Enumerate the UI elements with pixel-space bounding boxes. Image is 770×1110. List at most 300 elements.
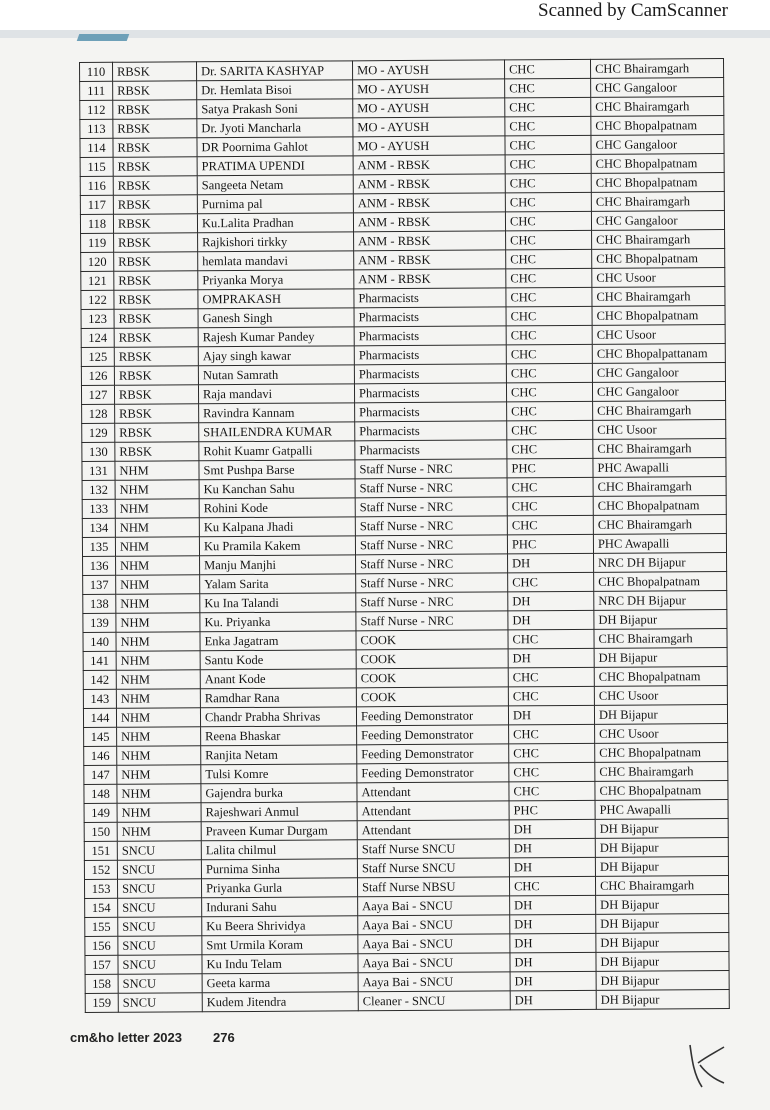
serial-number-cell: 121 <box>81 271 114 290</box>
posting-location-cell: CHC Bhopalpatnam <box>591 116 724 136</box>
program-cell: NHM <box>115 518 199 538</box>
facility-type-cell: DH <box>510 914 596 934</box>
posting-location-cell: CHC Bhairamgarh <box>595 876 728 896</box>
facility-type-cell: CHC <box>506 230 592 250</box>
posting-location-cell: PHC Awapalli <box>593 458 726 478</box>
posting-location-cell: CHC Usoor <box>594 686 727 706</box>
program-cell: RBSK <box>114 309 198 329</box>
designation-cell: Staff Nurse - NRC <box>355 497 507 517</box>
program-cell: SNCU <box>117 879 201 899</box>
program-cell: RBSK <box>113 119 197 139</box>
designation-cell: Staff Nurse - NRC <box>355 516 507 536</box>
serial-number-cell: 147 <box>84 765 117 784</box>
posting-location-cell: CHC Bhairamgarh <box>593 439 726 459</box>
designation-cell: COOK <box>356 649 508 669</box>
facility-type-cell: PHC <box>507 534 593 554</box>
program-cell: NHM <box>116 575 200 595</box>
posting-location-cell: CHC Gangaloor <box>591 135 724 155</box>
staff-name-cell: Manju Manjhi <box>200 555 356 575</box>
posting-location-cell: CHC Bhairamgarh <box>594 629 727 649</box>
posting-location-cell: CHC Usoor <box>593 420 726 440</box>
posting-location-cell: CHC Bhairamgarh <box>593 401 726 421</box>
facility-type-cell: CHC <box>505 97 591 117</box>
staff-name-cell: SHAILENDRA KUMAR <box>199 422 355 442</box>
serial-number-cell: 156 <box>85 936 118 955</box>
serial-number-cell: 153 <box>84 879 117 898</box>
page-number: 276 <box>213 1030 235 1045</box>
designation-cell: Staff Nurse NBSU <box>357 877 509 897</box>
staff-name-cell: Kudem Jitendra <box>202 992 358 1012</box>
facility-type-cell: CHC <box>507 496 593 516</box>
staff-name-cell: Gajendra burka <box>201 783 357 803</box>
posting-location-cell: CHC Bhopalpattanam <box>592 344 725 364</box>
posting-location-cell: CHC Bhopalpatnam <box>591 154 724 174</box>
staff-name-cell: Reena Bhaskar <box>201 726 357 746</box>
staff-name-cell: Rohini Kode <box>199 498 355 518</box>
serial-number-cell: 149 <box>84 803 117 822</box>
program-cell: NHM <box>116 670 200 690</box>
staff-name-cell: Sangeeta Netam <box>197 175 353 195</box>
program-cell: SNCU <box>118 993 202 1013</box>
facility-type-cell: DH <box>510 990 596 1010</box>
designation-cell: Pharmacists <box>355 421 507 441</box>
staff-name-cell: Ganesh Singh <box>198 308 354 328</box>
program-cell: NHM <box>116 651 200 671</box>
posting-location-cell: CHC Bhairamgarh <box>595 762 728 782</box>
posting-location-cell: CHC Usoor <box>592 268 725 288</box>
serial-number-cell: 119 <box>81 233 114 252</box>
designation-cell: ANM - RBSK <box>353 155 505 175</box>
posting-location-cell: CHC Bhopalpatnam <box>592 249 725 269</box>
facility-type-cell: CHC <box>509 724 595 744</box>
program-cell: SNCU <box>117 841 201 861</box>
posting-location-cell: CHC Usoor <box>595 724 728 744</box>
facility-type-cell: CHC <box>506 287 592 307</box>
designation-cell: Aaya Bai - SNCU <box>358 896 510 916</box>
designation-cell: ANM - RBSK <box>353 174 505 194</box>
posting-location-cell: CHC Gangaloor <box>592 363 725 383</box>
staff-name-cell: Rajkishori tirkky <box>198 232 354 252</box>
serial-number-cell: 114 <box>80 138 113 157</box>
program-cell: NHM <box>116 613 200 633</box>
posting-location-cell: CHC Bhopalpatnam <box>594 667 727 687</box>
serial-number-cell: 111 <box>80 81 113 100</box>
facility-type-cell: CHC <box>506 249 592 269</box>
posting-location-cell: CHC Bhopalpatnam <box>593 496 726 516</box>
program-cell: RBSK <box>113 62 197 82</box>
designation-cell: MO - AYUSH <box>353 117 505 137</box>
facility-type-cell: DH <box>509 819 595 839</box>
staff-name-cell: PRATIMA UPENDI <box>197 156 353 176</box>
program-cell: RBSK <box>115 423 199 443</box>
program-cell: NHM <box>115 499 199 519</box>
facility-type-cell: CHC <box>506 382 592 402</box>
posting-location-cell: CHC Usoor <box>592 325 725 345</box>
serial-number-cell: 154 <box>85 898 118 917</box>
posting-location-cell: CHC Bhairamgarh <box>593 477 726 497</box>
designation-cell: Pharmacists <box>355 402 507 422</box>
facility-type-cell: CHC <box>505 78 591 98</box>
staff-name-cell: Smt Pushpa Barse <box>199 460 355 480</box>
program-cell: RBSK <box>113 176 197 196</box>
staff-name-cell: Ajay singh kawar <box>198 346 354 366</box>
serial-number-cell: 159 <box>85 993 118 1012</box>
serial-number-cell: 144 <box>83 708 116 727</box>
facility-type-cell: CHC <box>505 173 591 193</box>
facility-type-cell: DH <box>509 838 595 858</box>
designation-cell: ANM - RBSK <box>353 212 505 232</box>
facility-type-cell: CHC <box>506 344 592 364</box>
program-cell: NHM <box>117 803 201 823</box>
serial-number-cell: 145 <box>84 727 117 746</box>
staff-name-cell: Rohit Kuamr Gatpalli <box>199 441 355 461</box>
facility-type-cell: CHC <box>509 781 595 801</box>
facility-type-cell: CHC <box>507 515 593 535</box>
designation-cell: ANM - RBSK <box>354 269 506 289</box>
designation-cell: Staff Nurse SNCU <box>357 858 509 878</box>
designation-cell: MO - AYUSH <box>353 79 505 99</box>
staff-name-cell: Rajeshwari Anmul <box>201 802 357 822</box>
designation-cell: Staff Nurse - NRC <box>355 459 507 479</box>
serial-number-cell: 124 <box>81 328 114 347</box>
serial-number-cell: 139 <box>83 613 116 632</box>
serial-number-cell: 146 <box>84 746 117 765</box>
staff-name-cell: DR Poornima Gahlot <box>197 137 353 157</box>
staff-name-cell: Rajesh Kumar Pandey <box>198 327 354 347</box>
program-cell: RBSK <box>115 404 199 424</box>
posting-location-cell: NRC DH Bijapur <box>594 553 727 573</box>
facility-type-cell: CHC <box>506 306 592 326</box>
staff-name-cell: Smt Urmila Koram <box>202 935 358 955</box>
facility-type-cell: CHC <box>507 477 593 497</box>
staff-name-cell: Dr. Jyoti Mancharla <box>197 118 353 138</box>
designation-cell: Pharmacists <box>354 288 506 308</box>
program-cell: RBSK <box>113 214 197 234</box>
serial-number-cell: 137 <box>83 575 116 594</box>
serial-number-cell: 148 <box>84 784 117 803</box>
posting-location-cell: CHC Bhairamgarh <box>592 230 725 250</box>
posting-location-cell: DH Bijapur <box>595 857 728 877</box>
designation-cell: Feeding Demonstrator <box>357 725 509 745</box>
serial-number-cell: 141 <box>83 651 116 670</box>
serial-number-cell: 135 <box>82 537 115 556</box>
staff-name-cell: Tulsi Komre <box>201 764 357 784</box>
facility-type-cell: CHC <box>505 192 591 212</box>
serial-number-cell: 118 <box>80 214 113 233</box>
designation-cell: Aaya Bai - SNCU <box>358 972 510 992</box>
serial-number-cell: 125 <box>81 347 114 366</box>
designation-cell: Pharmacists <box>354 383 506 403</box>
serial-number-cell: 116 <box>80 176 113 195</box>
facility-type-cell: DH <box>508 705 594 725</box>
facility-type-cell: CHC <box>509 876 595 896</box>
designation-cell: MO - AYUSH <box>353 136 505 156</box>
designation-cell: Staff Nurse - NRC <box>356 573 508 593</box>
program-cell: NHM <box>115 461 199 481</box>
scanner-watermark: Scanned by CamScanner <box>538 0 728 21</box>
staff-table <box>79 58 730 1013</box>
posting-location-cell: CHC Bhairamgarh <box>591 192 724 212</box>
serial-number-cell: 158 <box>85 974 118 993</box>
serial-number-cell: 115 <box>80 157 113 176</box>
staff-name-cell: Indurani Sahu <box>202 897 358 917</box>
staff-name-cell: Nutan Samrath <box>198 365 354 385</box>
posting-location-cell: DH Bijapur <box>594 610 727 630</box>
program-cell: RBSK <box>114 385 198 405</box>
posting-location-cell: CHC Bhairamgarh <box>591 97 724 117</box>
program-cell: NHM <box>117 784 201 804</box>
designation-cell: Pharmacists <box>355 440 507 460</box>
designation-cell: Staff Nurse - NRC <box>355 478 507 498</box>
program-cell: RBSK <box>113 81 197 101</box>
program-cell: RBSK <box>114 347 198 367</box>
designation-cell: Feeding Demonstrator <box>357 763 509 783</box>
program-cell: RBSK <box>114 271 198 291</box>
posting-location-cell: CHC Gangaloor <box>591 78 724 98</box>
facility-type-cell: DH <box>508 553 594 573</box>
staff-name-cell: Enka Jagatram <box>200 631 356 651</box>
designation-cell: Staff Nurse - NRC <box>355 535 507 555</box>
staff-name-cell: Purnima Sinha <box>201 859 357 879</box>
facility-type-cell: CHC <box>509 743 595 763</box>
program-cell: NHM <box>116 708 200 728</box>
facility-type-cell: DH <box>510 895 596 915</box>
serial-number-cell: 123 <box>81 309 114 328</box>
serial-number-cell: 133 <box>82 499 115 518</box>
designation-cell: Attendant <box>357 801 509 821</box>
program-cell: RBSK <box>114 328 198 348</box>
program-cell: RBSK <box>113 157 197 177</box>
serial-number-cell: 142 <box>83 670 116 689</box>
serial-number-cell: 150 <box>84 822 117 841</box>
facility-type-cell: CHC <box>507 401 593 421</box>
program-cell: NHM <box>116 594 200 614</box>
program-cell: NHM <box>117 822 201 842</box>
facility-type-cell: CHC <box>508 667 594 687</box>
staff-table-body <box>80 59 730 1013</box>
facility-type-cell: CHC <box>508 572 594 592</box>
posting-location-cell: CHC Bhairamgarh <box>593 515 726 535</box>
program-cell: NHM <box>115 480 199 500</box>
facility-type-cell: CHC <box>507 420 593 440</box>
program-cell: RBSK <box>114 252 198 272</box>
posting-location-cell: PHC Awapalli <box>593 534 726 554</box>
posting-location-cell: CHC Gangaloor <box>592 382 725 402</box>
staff-name-cell: Praveen Kumar Durgam <box>201 821 357 841</box>
facility-type-cell: DH <box>508 610 594 630</box>
staff-name-cell: Lalita chilmul <box>201 840 357 860</box>
designation-cell: Staff Nurse - NRC <box>356 592 508 612</box>
program-cell: RBSK <box>113 195 197 215</box>
program-cell: SNCU <box>118 917 202 937</box>
staff-name-cell: Ranjita Netam <box>201 745 357 765</box>
signature-mark <box>680 1035 740 1095</box>
staff-name-cell: Geeta karma <box>202 973 358 993</box>
designation-cell: ANM - RBSK <box>353 193 505 213</box>
posting-location-cell: DH Bijapur <box>595 819 728 839</box>
posting-location-cell: CHC Bhopalpatnam <box>591 173 724 193</box>
designation-cell: Staff Nurse - NRC <box>356 611 508 631</box>
facility-type-cell: CHC <box>508 686 594 706</box>
serial-number-cell: 140 <box>83 632 116 651</box>
staff-name-cell: Ravindra Kannam <box>199 403 355 423</box>
program-cell: NHM <box>117 727 201 747</box>
serial-number-cell: 152 <box>84 860 117 879</box>
serial-number-cell: 112 <box>80 100 113 119</box>
staff-name-cell: Ku Kalpana Jhadi <box>199 517 355 537</box>
serial-number-cell: 126 <box>81 366 114 385</box>
staff-name-cell: Ku Pramila Kakem <box>199 536 355 556</box>
staff-name-cell: Ku Beera Shrividya <box>202 916 358 936</box>
facility-type-cell: CHC <box>509 762 595 782</box>
program-cell: NHM <box>117 765 201 785</box>
staff-name-cell: Satya Prakash Soni <box>197 99 353 119</box>
serial-number-cell: 110 <box>80 62 113 81</box>
posting-location-cell: DH Bijapur <box>596 914 729 934</box>
program-cell: RBSK <box>114 233 198 253</box>
facility-type-cell: DH <box>510 971 596 991</box>
facility-type-cell: CHC <box>506 325 592 345</box>
staff-name-cell: Anant Kode <box>200 669 356 689</box>
program-cell: NHM <box>115 537 199 557</box>
staff-name-cell: Ku.Lalita Pradhan <box>197 213 353 233</box>
program-cell: NHM <box>117 746 201 766</box>
designation-cell: Staff Nurse - NRC <box>356 554 508 574</box>
designation-cell: Aaya Bai - SNCU <box>358 915 510 935</box>
posting-location-cell: DH Bijapur <box>594 705 727 725</box>
serial-number-cell: 134 <box>82 518 115 537</box>
staff-name-cell: Purnima pal <box>197 194 353 214</box>
facility-type-cell: DH <box>508 648 594 668</box>
serial-number-cell: 131 <box>82 461 115 480</box>
program-cell: RBSK <box>115 442 199 462</box>
designation-cell: Aaya Bai - SNCU <box>358 953 510 973</box>
facility-type-cell: DH <box>509 857 595 877</box>
serial-number-cell: 129 <box>82 423 115 442</box>
program-cell: SNCU <box>117 860 201 880</box>
designation-cell: COOK <box>356 630 508 650</box>
posting-location-cell: CHC Bhopalpatnam <box>595 781 728 801</box>
posting-location-cell: DH Bijapur <box>596 990 729 1010</box>
posting-location-cell: CHC Bhairamgarh <box>590 59 723 79</box>
posting-location-cell: PHC Awapalli <box>595 800 728 820</box>
posting-location-cell: DH Bijapur <box>594 648 727 668</box>
program-cell: NHM <box>116 632 200 652</box>
serial-number-cell: 151 <box>84 841 117 860</box>
designation-cell: MO - AYUSH <box>353 98 505 118</box>
serial-number-cell: 120 <box>81 252 114 271</box>
facility-type-cell: CHC <box>506 268 592 288</box>
program-cell: NHM <box>116 689 200 709</box>
facility-type-cell: CHC <box>505 135 591 155</box>
staff-name-cell: Priyanka Morya <box>198 270 354 290</box>
serial-number-cell: 117 <box>80 195 113 214</box>
program-cell: SNCU <box>118 974 202 994</box>
designation-cell: COOK <box>356 668 508 688</box>
posting-location-cell: CHC Bhopalpatnam <box>594 572 727 592</box>
serial-number-cell: 155 <box>85 917 118 936</box>
staff-name-cell: Priyanka Gurla <box>201 878 357 898</box>
posting-location-cell: CHC Bhopalpatnam <box>592 306 725 326</box>
page-edge-mark <box>77 34 130 41</box>
serial-number-cell: 132 <box>82 480 115 499</box>
staff-name-cell: Dr. Hemlata Bisoi <box>197 80 353 100</box>
serial-number-cell: 127 <box>81 385 114 404</box>
designation-cell: COOK <box>356 687 508 707</box>
serial-number-cell: 136 <box>83 556 116 575</box>
facility-type-cell: CHC <box>505 154 591 174</box>
staff-name-cell: Yalam Sarita <box>200 574 356 594</box>
program-cell: RBSK <box>114 366 198 386</box>
program-cell: RBSK <box>113 100 197 120</box>
program-cell: SNCU <box>118 898 202 918</box>
posting-location-cell: DH Bijapur <box>596 971 729 991</box>
facility-type-cell: PHC <box>507 458 593 478</box>
designation-cell: Pharmacists <box>354 307 506 327</box>
facility-type-cell: CHC <box>505 211 591 231</box>
designation-cell: MO - AYUSH <box>352 60 504 80</box>
staff-name-cell: Ku Indu Telam <box>202 954 358 974</box>
designation-cell: Feeding Demonstrator <box>357 744 509 764</box>
designation-cell: Pharmacists <box>354 345 506 365</box>
facility-type-cell: DH <box>510 933 596 953</box>
facility-type-cell: CHC <box>504 59 590 79</box>
footer-note: cm&ho letter 2023 <box>70 1030 182 1045</box>
program-cell: RBSK <box>114 290 198 310</box>
serial-number-cell: 130 <box>82 442 115 461</box>
designation-cell: Feeding Demonstrator <box>356 706 508 726</box>
staff-name-cell: Dr. SARITA KASHYAP <box>197 61 353 81</box>
staff-name-cell: Chandr Prabha Shrivas <box>200 707 356 727</box>
facility-type-cell: PHC <box>509 800 595 820</box>
serial-number-cell: 138 <box>83 594 116 613</box>
staff-name-cell: Ramdhar Rana <box>200 688 356 708</box>
posting-location-cell: DH Bijapur <box>596 933 729 953</box>
posting-location-cell: CHC Bhairamgarh <box>592 287 725 307</box>
designation-cell: Pharmacists <box>354 364 506 384</box>
staff-table-wrap <box>79 58 729 1013</box>
designation-cell: Aaya Bai - SNCU <box>358 934 510 954</box>
facility-type-cell: CHC <box>507 439 593 459</box>
staff-name-cell: Ku Ina Talandi <box>200 593 356 613</box>
facility-type-cell: DH <box>510 952 596 972</box>
posting-location-cell: DH Bijapur <box>596 895 729 915</box>
staff-name-cell: OMPRAKASH <box>198 289 354 309</box>
designation-cell: Attendant <box>357 820 509 840</box>
staff-name-cell: Ku. Priyanka <box>200 612 356 632</box>
serial-number-cell: 128 <box>82 404 115 423</box>
designation-cell: Attendant <box>357 782 509 802</box>
serial-number-cell: 157 <box>85 955 118 974</box>
posting-location-cell: CHC Gangaloor <box>591 211 724 231</box>
posting-location-cell: NRC DH Bijapur <box>594 591 727 611</box>
program-cell: SNCU <box>118 936 202 956</box>
posting-location-cell: DH Bijapur <box>596 952 729 972</box>
scanner-header <box>0 0 770 30</box>
table-row <box>85 990 729 1013</box>
staff-name-cell: Ku Kanchan Sahu <box>199 479 355 499</box>
facility-type-cell: DH <box>508 591 594 611</box>
staff-name-cell: Raja mandavi <box>198 384 354 404</box>
facility-type-cell: CHC <box>506 363 592 383</box>
posting-location-cell: DH Bijapur <box>595 838 728 858</box>
posting-location-cell: CHC Bhopalpatnam <box>595 743 728 763</box>
designation-cell: Staff Nurse SNCU <box>357 839 509 859</box>
serial-number-cell: 122 <box>81 290 114 309</box>
program-cell: RBSK <box>113 138 197 158</box>
designation-cell: Pharmacists <box>354 326 506 346</box>
staff-name-cell: hemlata mandavi <box>198 251 354 271</box>
